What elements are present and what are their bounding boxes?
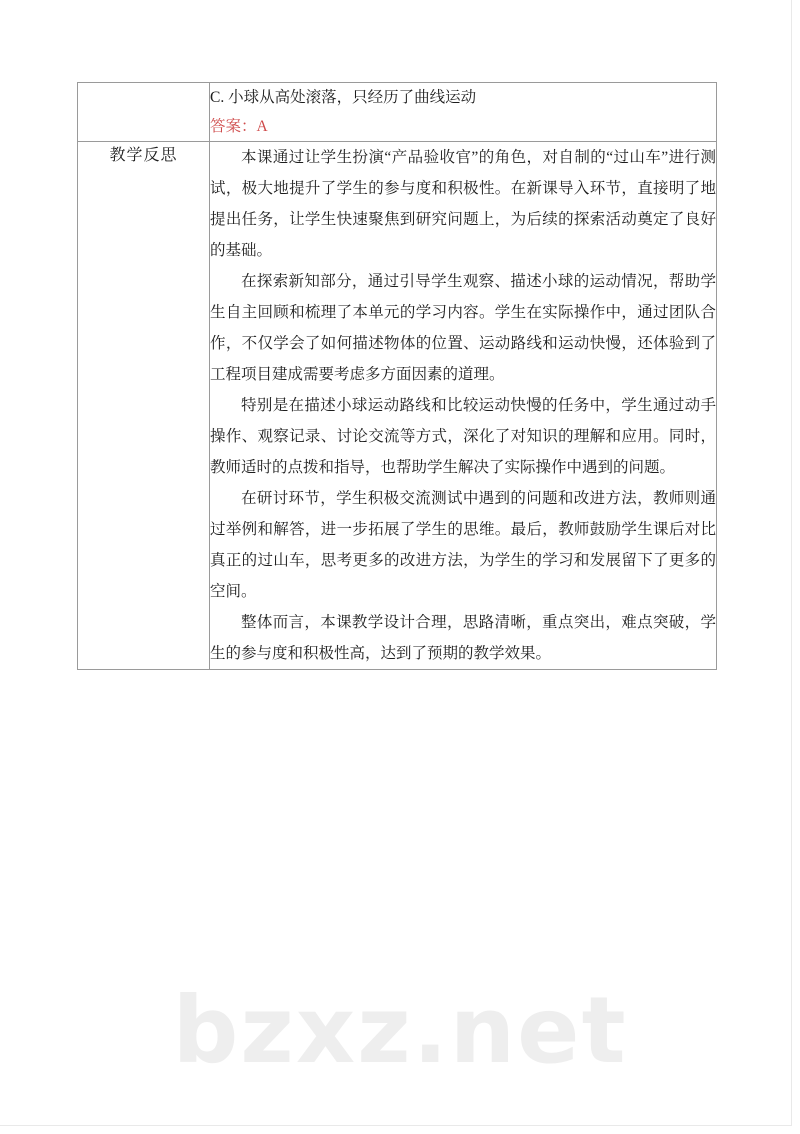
reflection-paragraph-5: 整体而言，本课教学设计合理，思路清晰，重点突出，难点突破，学生的参与度和积极性高，达到了预期的教学效果。: [210, 614, 716, 662]
page-edge-bottom: [0, 1125, 791, 1126]
reflection-paragraph-3: 特别是在描述小球运动路线和比较运动快慢的任务中，学生通过动手操作、观察记录、讨论交流等方式，深化了对知识的理解和应用。同时，教师适时的点拨和指导，也帮助学生解决了实际操作中遇到的问题。: [210, 397, 716, 476]
page-edge-right: [791, 0, 792, 1126]
table-row-teaching-reflection: [78, 142, 717, 670]
teaching-reflection-label-cell: [78, 142, 210, 670]
reflection-paragraph-1: 本课通过让学生扮演“产品验收官”的角色，对自制的“过山车”进行测试，极大地提升了学生的参与度和积极性。在新课导入环节，直接明了地提出任务，让学生快速聚焦到研究问题上，为后续的探索活动奠定了良好的基础。: [210, 149, 716, 259]
question-answer: 答案：A: [210, 118, 268, 135]
question-option-c: C. 小球从高处滚落，只经历了曲线运动: [210, 89, 477, 106]
site-watermark: bzxz.net: [172, 977, 628, 1084]
reflection-paragraph-2: 在探索新知部分，通过引导学生观察、描述小球的运动情况，帮助学生自主回顾和梳理了本单元的学习内容。学生在实际操作中，通过团队合作，不仅学会了如何描述物体的位置、运动路线和运动快慢，还体验到了工程项目建成需要考虑多方面因素的道理。: [210, 273, 716, 383]
question-tail-label-cell: [78, 83, 210, 142]
question-tail-body-cell: [210, 83, 717, 142]
teaching-reflection-label: 教学反思: [109, 147, 178, 164]
teaching-reflection-body-cell: [210, 142, 717, 670]
reflection-paragraph-4: 在研讨环节，学生积极交流测试中遇到的问题和改进方法，教师则通过举例和解答，进一步拓展了学生的思维。最后，教师鼓励学生课后对比真正的过山车，思考更多的改进方法，为学生的学习和发展留下了更多的空间。: [210, 490, 716, 600]
lesson-plan-table: [77, 82, 717, 670]
table-row-question-tail: [78, 83, 717, 142]
